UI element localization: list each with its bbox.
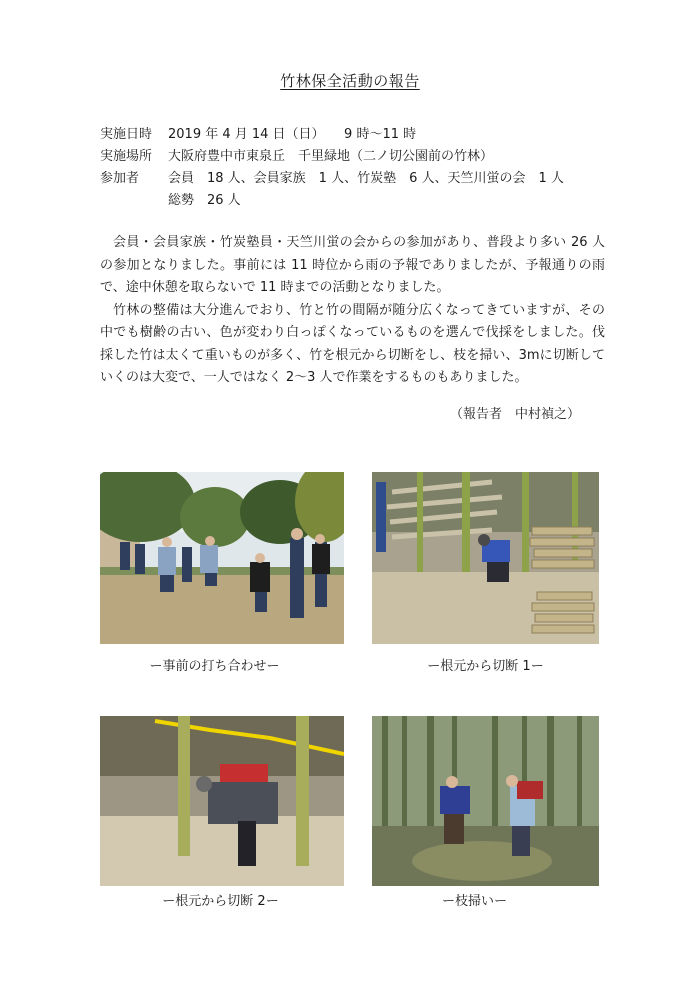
- participants-value: 会員 18 人、会員家族 1 人、竹炭塾 6 人、天竺川蛍の会 1 人: [168, 171, 564, 186]
- date-row: [100, 124, 564, 146]
- caption-branch-removal: ー枝掃いー: [441, 894, 507, 909]
- caption-meeting: ー事前の打ち合わせー: [149, 659, 280, 674]
- place-row: [100, 146, 564, 168]
- photo-branch-removal: [372, 716, 599, 886]
- date-value: 2019 年 4 月 14 日（日） 9 時〜11 時: [168, 127, 417, 142]
- date-label: 実施日時: [100, 127, 153, 142]
- page-title: 竹林保全活動の報告: [280, 72, 420, 90]
- photo-cutting-1: [372, 472, 599, 644]
- photo-cutting-2: [100, 716, 344, 886]
- place-label: 実施場所: [100, 149, 153, 164]
- report-body: [100, 232, 605, 390]
- reporter-name: （報告者 中村禎之）: [449, 407, 580, 422]
- participants-row: [100, 168, 564, 190]
- participants-label: 参加者: [100, 171, 140, 186]
- place-value: 大阪府豊中市東泉丘 千里緑地（二ノ切公園前の竹林）: [168, 149, 494, 164]
- paragraph-1: 会員・会員家族・竹炭塾員・天竺川蛍の会からの参加があり、普段より多い 26 人の参加となりました。事前には 11 時位から雨の予報でありましたが、予報通りの雨で、途中休憩を取らないで 11 時までの活動となりました。: [100, 235, 605, 295]
- caption-cutting-1: ー根元から切断 1ー: [427, 659, 544, 674]
- paragraph-2: 竹林の整備は大分進んでおり、竹と竹の間隔が随分広くなってきていますが、その中でも樹齢の古い、色が変わり白っぽくなっているものを選んで伐採をしました。伐採した竹は太くて重いものが多く、竹を根元から切断をし、枝を掃い、3mに切断していくのは大変で、一人ではなく 2〜3 人で作業をするものもありました。: [100, 302, 605, 385]
- total-value: 総勢 26 人: [168, 193, 241, 208]
- total-row: [100, 190, 564, 212]
- event-info: [100, 124, 564, 212]
- caption-cutting-2: ー根元から切断 2ー: [162, 894, 279, 909]
- photo-meeting: [100, 472, 344, 644]
